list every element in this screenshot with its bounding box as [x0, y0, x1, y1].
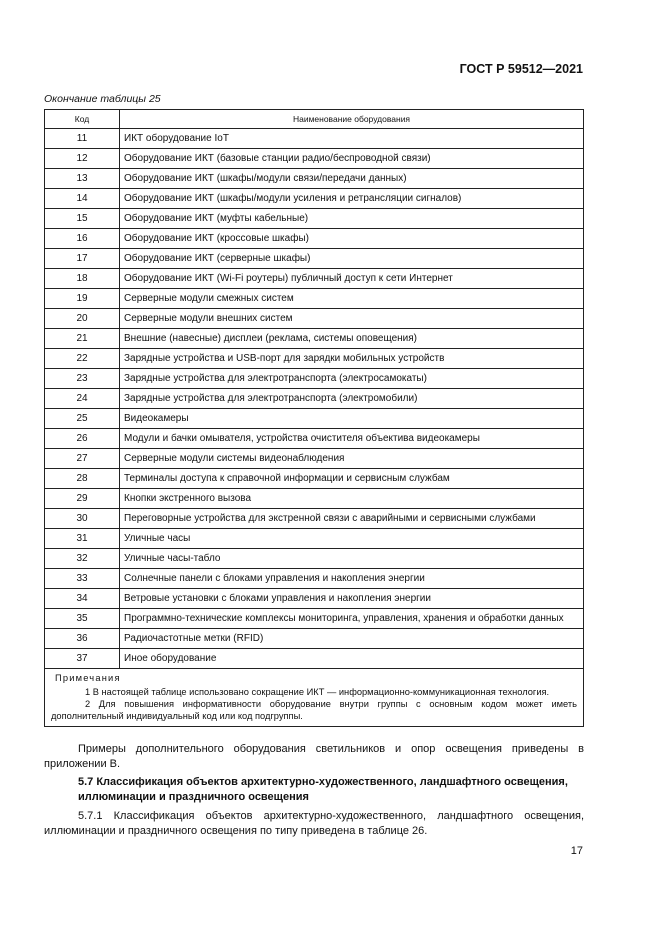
- table-row: [45, 409, 584, 429]
- row-code: 12: [45, 149, 120, 169]
- column-header-code: Код: [45, 110, 120, 129]
- paragraph-5-7-1: 5.7.1 Классификация объектов архитектурно-художественного, ландшафтного освещения, иллюминации и праздничного освещения по типу приведена в таблице 26.: [44, 810, 584, 837]
- row-equipment-name: Оборудование ИКТ (кроссовые шкафы): [120, 229, 584, 249]
- row-code: 21: [45, 329, 120, 349]
- table-row: [45, 149, 584, 169]
- table-row: [45, 509, 584, 529]
- table-row: [45, 489, 584, 509]
- row-equipment-name: Зарядные устройства для электротранспорта (электромобили): [120, 389, 584, 409]
- row-code: 22: [45, 349, 120, 369]
- table-row: [45, 249, 584, 269]
- row-equipment-name: Радиочастотные метки (RFID): [120, 629, 584, 649]
- row-equipment-name: ИКТ оборудование IoT: [120, 129, 584, 149]
- table-row: [45, 349, 584, 369]
- table-row: [45, 389, 584, 409]
- row-code: 23: [45, 369, 120, 389]
- row-code: 15: [45, 209, 120, 229]
- row-code: 28: [45, 469, 120, 489]
- row-equipment-name: Оборудование ИКТ (шкафы/модули усиления и ретрансляции сигналов): [120, 189, 584, 209]
- table-row: [45, 229, 584, 249]
- table-row: [45, 589, 584, 609]
- row-equipment-name: Зарядные устройства и USB-порт для зарядки мобильных устройств: [120, 349, 584, 369]
- row-equipment-name: Солнечные панели с блоками управления и накопления энергии: [120, 569, 584, 589]
- table-notes-row: [45, 669, 584, 727]
- notes-heading: Примечания: [55, 673, 121, 683]
- table-row: [45, 169, 584, 189]
- section-heading-5-7: 5.7 Классификация объектов архитектурно-художественного, ландшафтного освещения, иллюминации и праздничного освещения: [78, 776, 568, 803]
- row-equipment-name: Оборудование ИКТ (Wi-Fi роутеры) публичный доступ к сети Интернет: [120, 269, 584, 289]
- row-equipment-name: Терминалы доступа к справочной информации и сервисным службам: [120, 469, 584, 489]
- row-equipment-name: Переговорные устройства для экстренной связи с аварийными и сервисными службами: [120, 509, 584, 529]
- note-2: 2 Для повышения информативности оборудование внутри группы с основным кодом может иметь дополнительный индивидуальный код или код подгруппы.: [51, 699, 577, 721]
- row-equipment-name: Оборудование ИКТ (шкафы/модули связи/передачи данных): [120, 169, 584, 189]
- table-row: [45, 629, 584, 649]
- row-code: 37: [45, 649, 120, 669]
- row-code: 34: [45, 589, 120, 609]
- table-row: [45, 609, 584, 629]
- table-row: [45, 329, 584, 349]
- row-equipment-name: Кнопки экстренного вызова: [120, 489, 584, 509]
- row-code: 35: [45, 609, 120, 629]
- row-code: 24: [45, 389, 120, 409]
- column-header-name: Наименование оборудования: [120, 110, 584, 129]
- row-equipment-name: Видеокамеры: [120, 409, 584, 429]
- table-caption: Окончание таблицы 25: [44, 93, 161, 105]
- row-equipment-name: Внешние (навесные) дисплеи (реклама, системы оповещения): [120, 329, 584, 349]
- row-code: 11: [45, 129, 120, 149]
- row-equipment-name: Зарядные устройства для электротранспорта (электросамокаты): [120, 369, 584, 389]
- page-number: 17: [570, 845, 583, 857]
- row-code: 14: [45, 189, 120, 209]
- table-row: [45, 269, 584, 289]
- row-equipment-name: Серверные модули смежных систем: [120, 289, 584, 309]
- table-row: [45, 209, 584, 229]
- row-code: 16: [45, 229, 120, 249]
- row-code: 31: [45, 529, 120, 549]
- document-code: ГОСТ Р 59512—2021: [459, 62, 583, 76]
- row-code: 26: [45, 429, 120, 449]
- table-row: [45, 469, 584, 489]
- table-row: [45, 569, 584, 589]
- table-row: [45, 429, 584, 449]
- row-equipment-name: Оборудование ИКТ (серверные шкафы): [120, 249, 584, 269]
- row-equipment-name: Серверные модули системы видеонаблюдения: [120, 449, 584, 469]
- table-row: [45, 189, 584, 209]
- table-row: [45, 129, 584, 149]
- row-equipment-name: Оборудование ИКТ (муфты кабельные): [120, 209, 584, 229]
- row-code: 18: [45, 269, 120, 289]
- paragraph-appendix-reference: Примеры дополнительного оборудования светильников и опор освещения приведены в приложении В.: [44, 743, 584, 770]
- table-row: [45, 549, 584, 569]
- row-equipment-name: Уличные часы: [120, 529, 584, 549]
- equipment-table: [44, 109, 584, 727]
- row-equipment-name: Иное оборудование: [120, 649, 584, 669]
- table-header-row: [45, 110, 584, 129]
- row-equipment-name: Оборудование ИКТ (базовые станции радио/беспроводной связи): [120, 149, 584, 169]
- row-code: 19: [45, 289, 120, 309]
- row-code: 20: [45, 309, 120, 329]
- row-code: 25: [45, 409, 120, 429]
- row-code: 32: [45, 549, 120, 569]
- row-code: 27: [45, 449, 120, 469]
- table-row: [45, 649, 584, 669]
- row-code: 13: [45, 169, 120, 189]
- table-row: [45, 309, 584, 329]
- row-equipment-name: Серверные модули внешних систем: [120, 309, 584, 329]
- note-1: 1 В настоящей таблице использовано сокращение ИКТ — информационно-коммуникационная технология.: [85, 687, 550, 697]
- table-row: [45, 369, 584, 389]
- row-code: 36: [45, 629, 120, 649]
- row-code: 33: [45, 569, 120, 589]
- table-row: [45, 449, 584, 469]
- table-row: [45, 289, 584, 309]
- table-notes: [45, 669, 584, 727]
- row-equipment-name: Программно-технические комплексы мониторинга, управления, хранения и обработки данных: [120, 609, 584, 629]
- row-code: 29: [45, 489, 120, 509]
- row-equipment-name: Уличные часы-табло: [120, 549, 584, 569]
- row-equipment-name: Ветровые установки с блоками управления и накопления энергии: [120, 589, 584, 609]
- table-row: [45, 529, 584, 549]
- row-code: 17: [45, 249, 120, 269]
- row-code: 30: [45, 509, 120, 529]
- row-equipment-name: Модули и бачки омывателя, устройства очистителя объектива видеокамеры: [120, 429, 584, 449]
